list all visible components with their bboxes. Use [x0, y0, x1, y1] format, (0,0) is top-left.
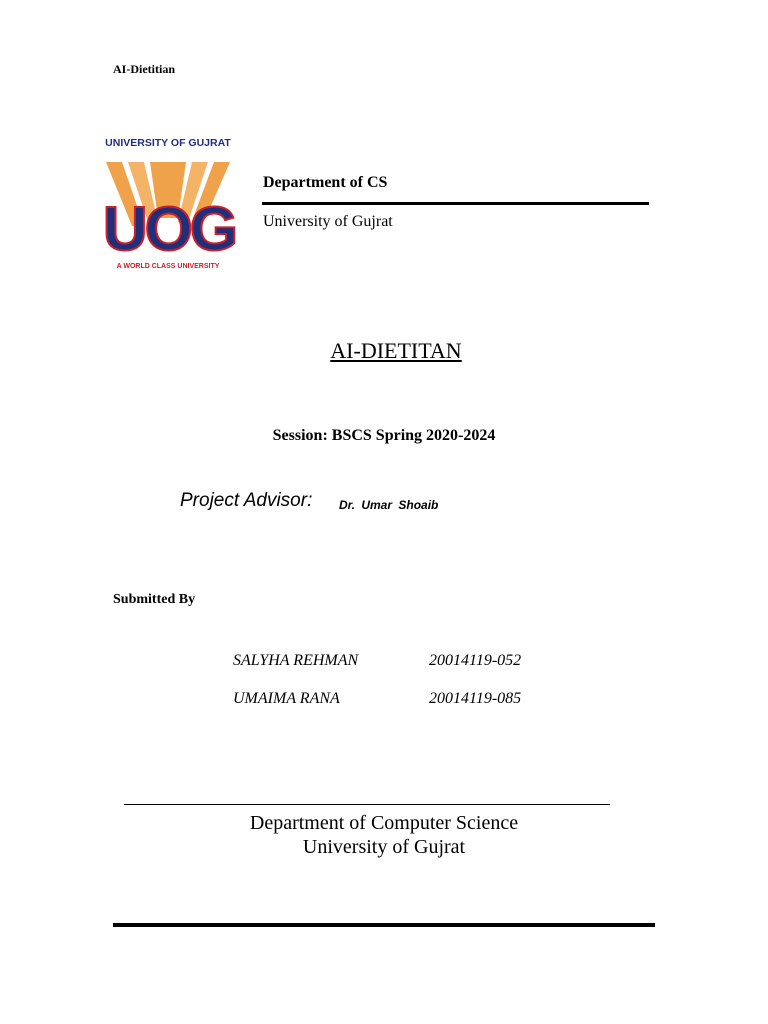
project-title: AI-DIETITAN [330, 338, 462, 363]
university-name: University of Gujrat [263, 213, 393, 230]
logo-letters: UOG [102, 195, 236, 264]
header-divider [262, 202, 649, 205]
advisor-name: Dr. Umar Shoaib [339, 498, 439, 512]
student-name: SALYHA REHMAN [233, 652, 359, 669]
university-logo [92, 134, 244, 276]
footer-divider [124, 804, 610, 805]
submitted-by-label: Submitted By [113, 592, 196, 607]
logo-tagline: A WORLD CLASS UNIVERSITY [116, 263, 220, 270]
bottom-rule [113, 923, 655, 927]
footer-university: University of Gujrat [302, 836, 466, 858]
session-label: Session: BSCS Spring 2020-2024 [272, 427, 496, 444]
footer-department: Department of Computer Science [249, 812, 519, 834]
student-id: 20014119-085 [429, 690, 522, 707]
student-name: UMAIMA RANA [233, 690, 340, 707]
advisor-label: Project Advisor: [180, 490, 313, 511]
student-id: 20014119-052 [429, 652, 522, 669]
department-name: Department of CS [263, 174, 388, 191]
logo-top-text: UNIVERSITY OF GUJRAT [105, 137, 231, 149]
document-header-label: AI-Dietitian [113, 62, 175, 76]
